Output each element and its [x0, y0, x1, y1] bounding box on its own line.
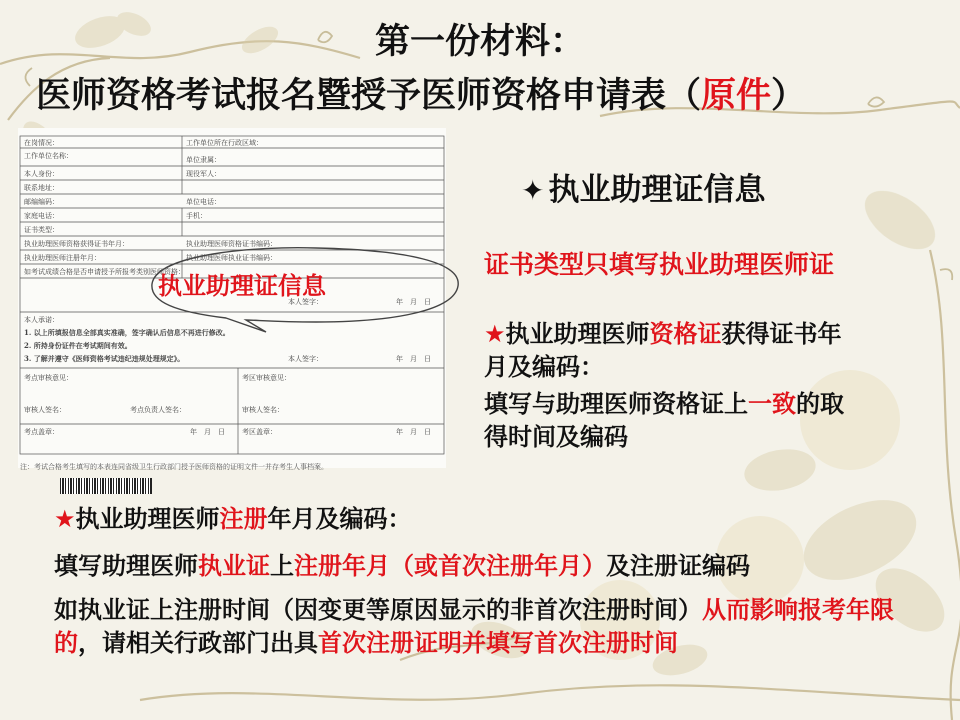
fill-text-b: 的取: [796, 390, 844, 418]
section-heading: [521, 164, 765, 209]
reg-text-red: 注册: [219, 505, 268, 533]
form-head-sign: 考点负责人签名：: [130, 406, 186, 414]
reg2-text-c: 及注册证编码: [606, 552, 750, 580]
form-date-3: 年 月 日: [190, 428, 225, 436]
form-row-0-right: 工作单位所在行政区域：: [186, 139, 263, 147]
form-review-left: 考点审核意见：: [24, 374, 73, 382]
registration-heading: [54, 503, 924, 536]
qualification-fill-instruction: [484, 388, 929, 454]
form-auditor-right: 审核人签名：: [242, 406, 284, 414]
reg-text-a: 执业助理医师: [75, 505, 220, 533]
form-row-7-right: 执业助理医师资格证书编码：: [186, 240, 277, 248]
reg2-text-a: 填写助理医师: [54, 552, 198, 580]
fill-text-red: 一致: [748, 390, 796, 418]
form-row-7-left: 执业助理医师资格获得证书年月：: [24, 240, 129, 248]
form-row-9-left: 如考试成绩合格是否申请授予所报考类别医师资格：: [24, 268, 185, 276]
form-row-1-left: 工作单位名称：: [24, 152, 73, 160]
form-promise-1: 1. 以上所填报信息全部真实准确，签字确认后信息不再进行修改。: [24, 328, 230, 337]
form-row-5-right: 手机：: [186, 212, 207, 220]
reg3-text-red1: 从而影响报考年限的: [54, 596, 894, 657]
form-date-2: 年 月 日: [396, 355, 431, 363]
star-icon: ★: [484, 320, 506, 348]
title-main: 医师资格考试报名暨授予医师资格申请表（: [36, 76, 702, 116]
form-row-3-left: 联系地址：: [24, 184, 59, 192]
registration-exception-note: [54, 594, 924, 660]
form-row-8-right: 执业助理医师执业证书编码：: [186, 254, 277, 262]
form-date-1: 年 月 日: [396, 298, 431, 306]
certificate-type-note: 证书类型只填写执业助理医师证: [484, 250, 835, 279]
callout-label: 执业助理证信息: [158, 272, 326, 300]
form-row-6-left: 证书类型：: [24, 226, 59, 234]
form-seal-right: 考区盖章：: [242, 428, 277, 436]
form-row-5-left: 家庭电话：: [24, 212, 59, 220]
form-row-8-left: 执业助理医师注册年月：: [24, 254, 101, 262]
form-row-2-left: 本人身份：: [24, 170, 59, 178]
reg-text-b: 年月及编码：: [267, 505, 412, 533]
form-sign-1: 本人签字：: [288, 298, 323, 306]
reg3-text-red2: 首次注册证明并填写首次注册时间: [318, 629, 678, 657]
form-row-2-right: 现役军人：: [186, 170, 221, 178]
title-end: ）: [771, 76, 807, 116]
fill-line-2: 得时间及编码: [484, 423, 628, 451]
registration-fill-instruction: [54, 550, 924, 583]
form-promise-title: 本人承诺：: [24, 316, 59, 324]
form-date-4: 年 月 日: [396, 428, 431, 436]
reg2-text-red1: 执业证: [198, 552, 270, 580]
q-text-a: 执业助理医师: [505, 320, 650, 348]
title-original-copy: 原件: [701, 76, 772, 116]
form-review-right: 考区审核意见：: [242, 374, 291, 382]
qualification-line-2: 月及编码：: [484, 353, 604, 381]
four-point-star-icon: ✦: [521, 174, 545, 207]
fill-line-1: [484, 388, 929, 421]
form-auditor-left: 审核人签名：: [24, 406, 66, 414]
form-footnote: 注：考试合格考生填写的本表连同省级卫生行政部门授予医师资格的证明文件一并存考生人事档案。: [20, 463, 328, 471]
section-heading-text: 执业助理证信息: [548, 172, 766, 208]
page-title-line1: 第一份材料：: [374, 22, 585, 62]
barcode-image: [60, 478, 152, 494]
form-promise-3: 3. 了解并遵守《医师资格考试违纪违规处理规定》。: [24, 354, 185, 363]
q-text-b: 获得证书年: [721, 320, 842, 348]
qualification-cert-point: [484, 318, 924, 384]
form-row-4-right: 单位电话：: [186, 198, 221, 206]
form-row-0-left: 在岗情况：: [24, 139, 59, 147]
form-row-1-right: 单位隶属：: [186, 156, 221, 164]
qualification-line-1: [484, 318, 924, 351]
reg3-text-a: 如执业证上注册时间（因变更等原因显示的非首次注册时间）: [54, 596, 702, 624]
fill-text-a: 填写与助理医师资格证上: [484, 390, 748, 418]
reg3-text-b: ，请相关行政部门出具: [78, 629, 318, 657]
form-row-4-left: 邮编编码：: [24, 198, 59, 206]
reg2-text-b: 上: [270, 552, 294, 580]
q-text-red: 资格证: [649, 320, 722, 348]
page-title-line2: [36, 68, 806, 118]
reg2-text-red2: 注册年月（或首次注册年月）: [294, 552, 606, 580]
star-icon: ★: [54, 505, 76, 533]
form-promise-2: 2. 所持身份证件在考试期间有效。: [24, 341, 132, 350]
form-seal-left: 考点盖章：: [24, 428, 59, 436]
form-sign-2: 本人签字：: [288, 355, 323, 363]
